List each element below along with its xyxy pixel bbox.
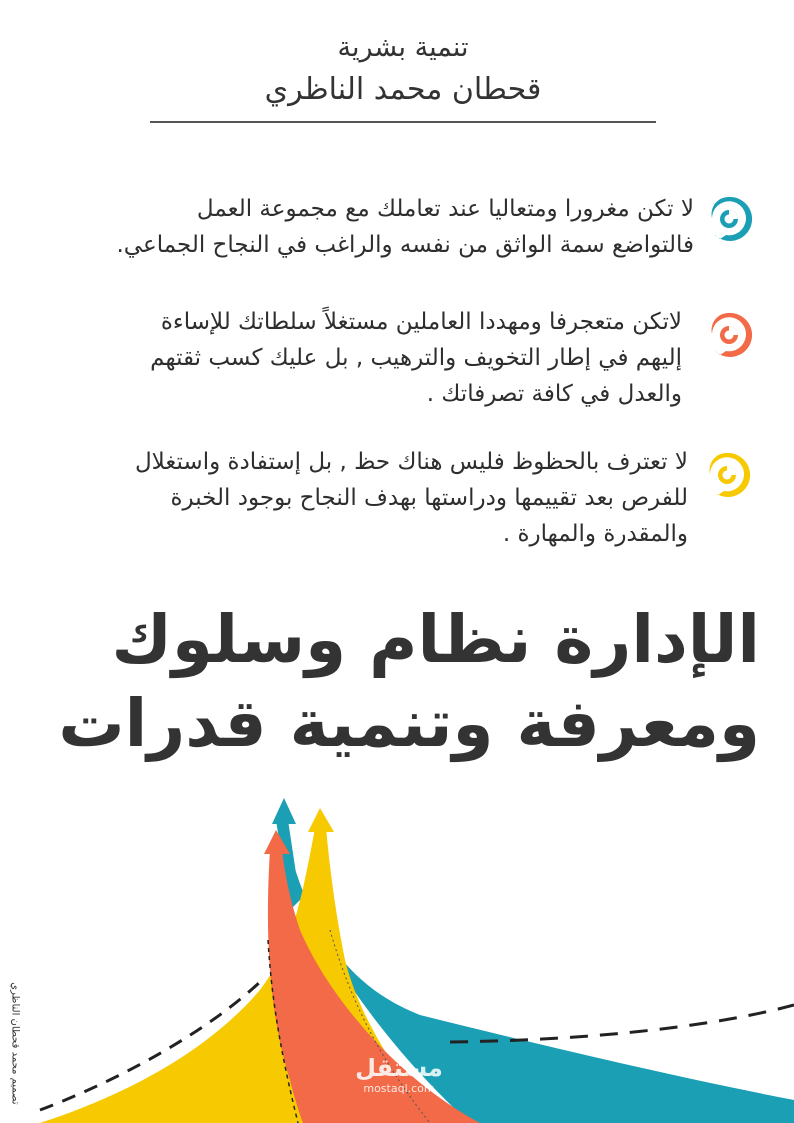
author-name: قحطان محمد الناظري bbox=[264, 72, 542, 107]
yellow-arrowhead bbox=[308, 808, 334, 832]
watermark bbox=[344, 1054, 454, 1096]
credit-text: تصميم محمد قحطان الناظري bbox=[9, 982, 21, 1105]
tip-line: للفرص بعد تقييمها ودراستها بهدف النجاح بوجود الخبرة bbox=[170, 485, 688, 511]
tip-line: لا تعترف بالحظوظ فليس هناك حظ , بل إستفادة واستغلال bbox=[134, 449, 688, 475]
orange-spiral-icon bbox=[704, 310, 754, 360]
header-divider bbox=[150, 121, 656, 123]
watermark-site: mostaql.com bbox=[363, 1082, 435, 1095]
tip-line: والعدل في كافة تصرفاتك . bbox=[426, 381, 682, 407]
topic-title: تنمية بشرية bbox=[337, 32, 469, 63]
tip-line: والمقدرة والمهارة . bbox=[502, 521, 688, 547]
tip-2 bbox=[12, 304, 682, 412]
teal-arrowhead bbox=[272, 798, 296, 824]
tip-line: فالتواضع سمة الواثق من نفسه والراغب في النجاح الجماعي. bbox=[116, 232, 694, 258]
headline-line-1: الإدارة نظام وسلوك bbox=[111, 601, 760, 678]
tip-3 bbox=[28, 444, 688, 552]
designer-credit bbox=[2, 950, 22, 1110]
teal-spiral-icon bbox=[704, 194, 754, 244]
watermark-brand: مستقل bbox=[355, 1054, 443, 1082]
tip-line: لا تكن مغرورا ومتعاليا عند تعاملك مع مجموعة العمل bbox=[196, 196, 694, 222]
tip-1 bbox=[14, 191, 694, 263]
headline-line-2: ومعرفة وتنمية قدرات bbox=[58, 685, 760, 762]
yellow-spiral-icon bbox=[702, 450, 752, 500]
page-header bbox=[150, 28, 656, 112]
tip-line: لاتكن متعجرفا ومهددا العاملين مستغلاً سلطاتك للإساءة bbox=[160, 309, 682, 335]
main-headline bbox=[20, 598, 760, 766]
tip-line: إليهم في إطار التخويف والترهيب , بل عليك كسب ثقتهم bbox=[150, 345, 682, 371]
